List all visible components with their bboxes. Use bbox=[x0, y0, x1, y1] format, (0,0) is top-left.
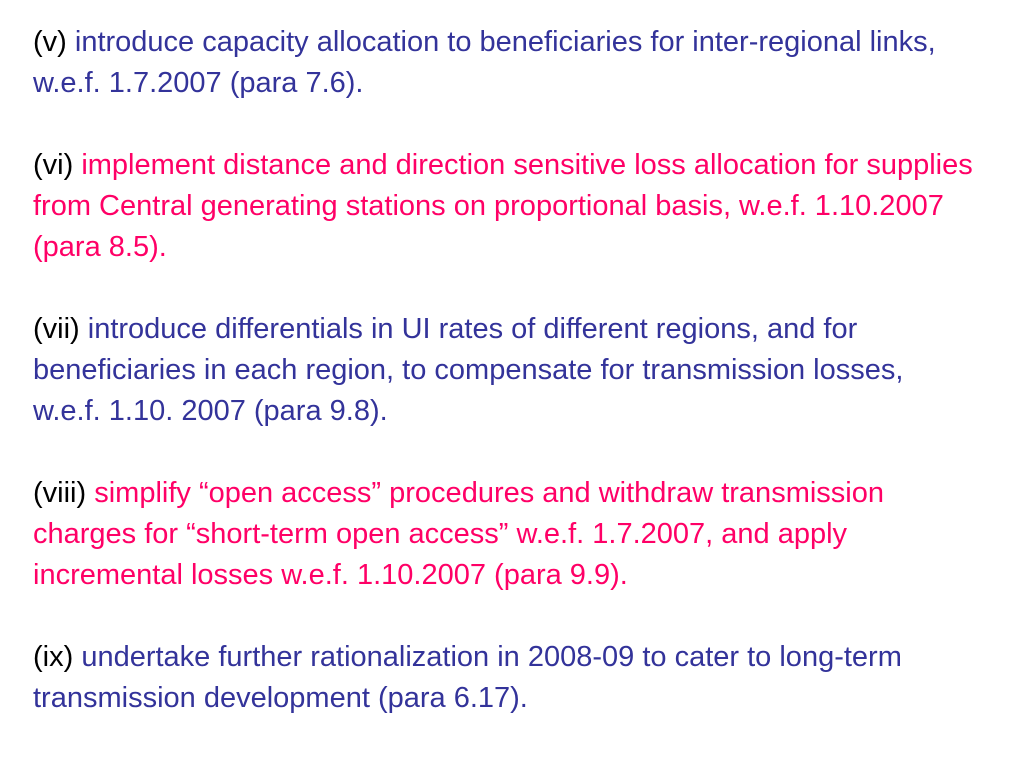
list-item-viii bbox=[33, 473, 978, 596]
item-marker: (v) bbox=[33, 26, 67, 58]
list-item-vii bbox=[33, 309, 978, 432]
list-item-vi bbox=[33, 145, 978, 268]
item-text: undertake further rationalization in 2008-09 to cater to long-term transmission development (para 6.17). bbox=[33, 641, 902, 714]
item-text: introduce capacity allocation to beneficiaries for inter-regional links, w.e.f. 1.7.2007 (para 7.6). bbox=[33, 26, 936, 99]
list-item-ix bbox=[33, 637, 978, 719]
slide-body bbox=[33, 22, 978, 719]
item-text: introduce differentials in UI rates of different regions, and for beneficiaries in each region, to compensate for transmission losses, w.e.f. 1.10. 2007 (para 9.8). bbox=[33, 313, 904, 427]
item-marker: (ix) bbox=[33, 641, 74, 673]
item-text: simplify “open access” procedures and withdraw transmission charges for “short-term open access” w.e.f. 1.7.2007, and apply incremental losses w.e.f. 1.10.2007 (para 9.9). bbox=[33, 477, 884, 591]
item-text: implement distance and direction sensitive loss allocation for supplies from Central generating stations on proportional basis, w.e.f. 1.10.2007 (para 8.5). bbox=[33, 149, 973, 263]
item-marker: (viii) bbox=[33, 477, 87, 509]
item-marker: (vi) bbox=[33, 149, 74, 181]
list-item-v bbox=[33, 22, 978, 104]
item-marker: (vii) bbox=[33, 313, 80, 345]
